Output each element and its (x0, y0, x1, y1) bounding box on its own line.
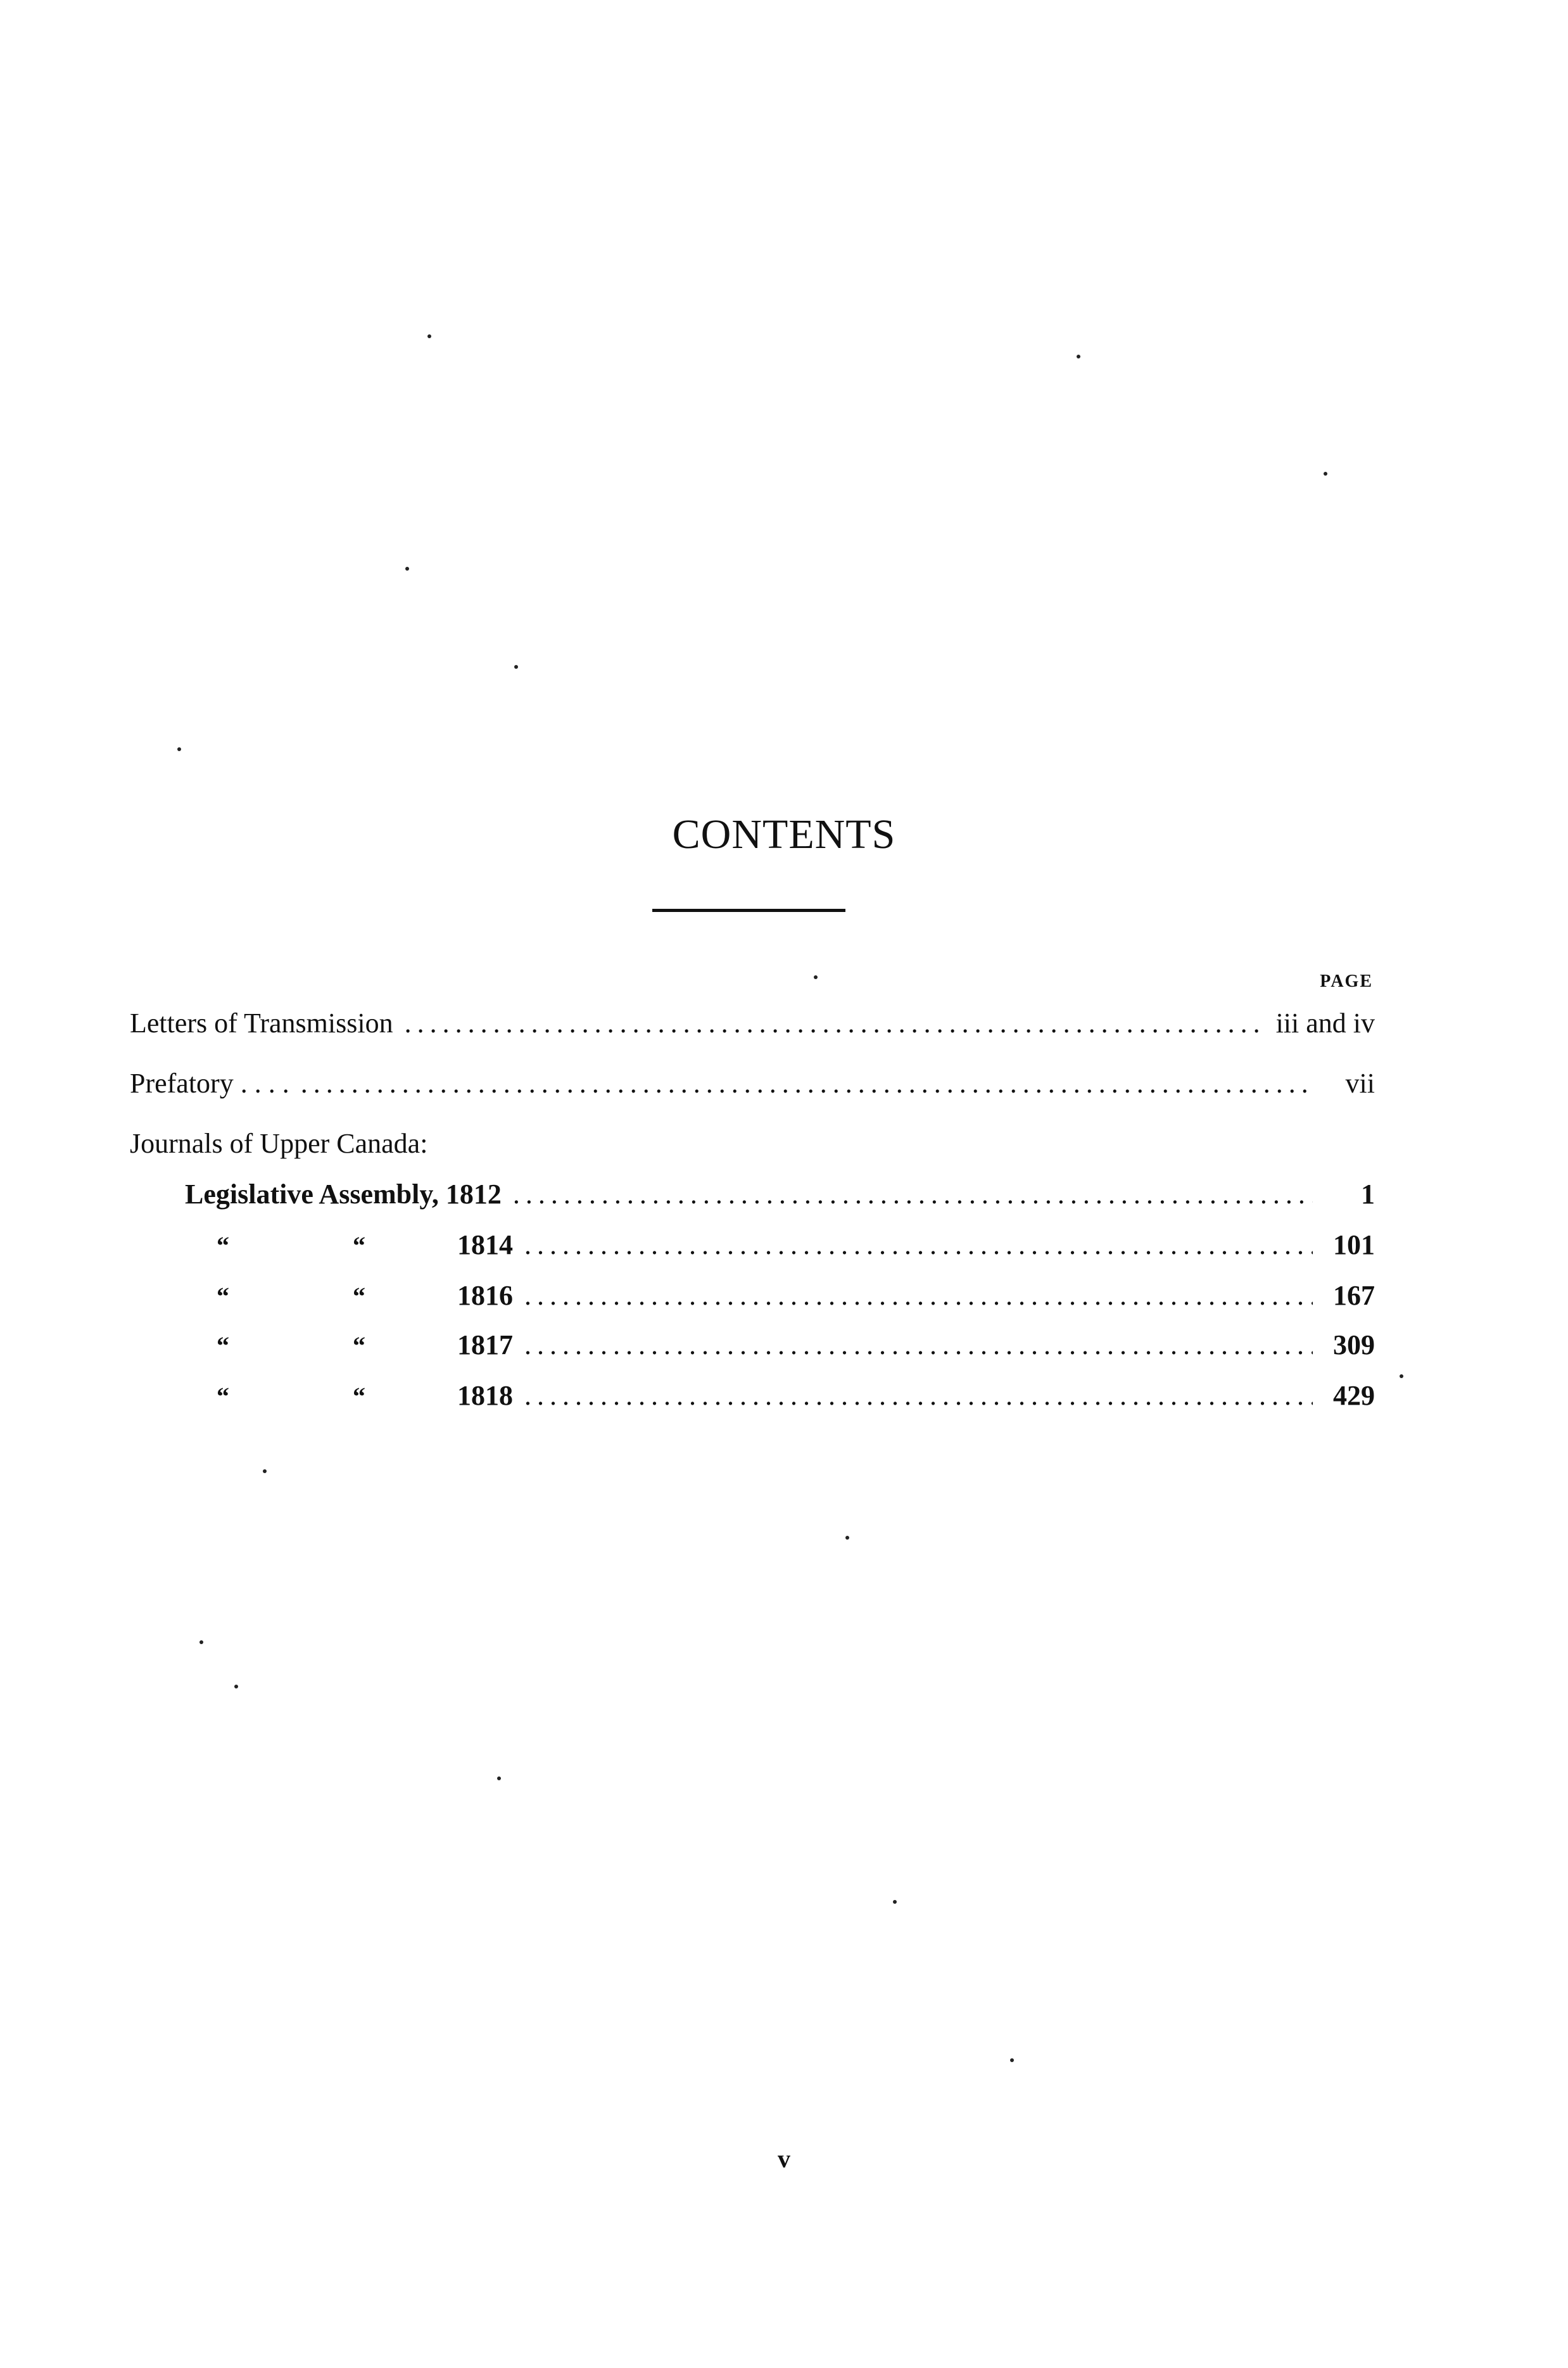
toc-entry-title: Letters of Transmission (130, 1008, 393, 1039)
ditto-mark: “ (217, 1382, 229, 1410)
toc-entry-prefatory (130, 1067, 1375, 1099)
dot-leader (524, 1229, 1313, 1261)
dot-leader (301, 1067, 1313, 1099)
scan-speck (893, 1900, 897, 1904)
toc-entry-page: 101 (1333, 1229, 1375, 1260)
toc-entry-year: 1816 (457, 1280, 513, 1311)
dot-leader (524, 1379, 1313, 1412)
scan-speck (497, 1776, 501, 1780)
toc-entry-page: vii (1345, 1068, 1375, 1099)
toc-entry-year: 1818 (457, 1380, 513, 1411)
scan-speck (1400, 1374, 1403, 1378)
scan-speck (405, 567, 409, 571)
toc-entry-page: 1 (1361, 1179, 1375, 1210)
toc-entry-page: iii and iv (1275, 1008, 1375, 1039)
toc-entry-assembly-1818 (185, 1379, 1375, 1412)
dot-leader (524, 1279, 1313, 1312)
scan-speck (514, 665, 518, 669)
toc-entry-letters (130, 1007, 1375, 1039)
scan-speck (814, 975, 818, 979)
dot-leader (513, 1178, 1313, 1210)
ditto-mark: “ (217, 1231, 229, 1260)
ditto-mark: “ (353, 1331, 365, 1360)
toc-entry-title: Prefatory . . . . (130, 1068, 289, 1099)
toc-entry-assembly-1814 (185, 1229, 1375, 1261)
scan-speck (845, 1536, 849, 1540)
ditto-mark: “ (217, 1331, 229, 1360)
scan-speck (177, 747, 181, 751)
page-column-header: PAGE (1320, 972, 1373, 991)
scan-speck (1077, 355, 1080, 358)
toc-entry-year: 1814 (457, 1229, 513, 1260)
scan-speck (427, 334, 431, 338)
group-heading: Journals of Upper Canada: (130, 1128, 428, 1159)
page-title: CONTENTS (672, 811, 896, 858)
dot-leader (524, 1329, 1313, 1361)
ditto-mark: “ (353, 1231, 365, 1260)
scan-speck (199, 1640, 203, 1644)
toc-entry-assembly-1816 (185, 1279, 1375, 1312)
ditto-mark: “ (217, 1282, 229, 1310)
scan-speck (1324, 472, 1327, 476)
title-rule (652, 909, 845, 912)
ditto-mark: “ (353, 1282, 365, 1310)
toc-entry-page: 309 (1333, 1329, 1375, 1360)
page-folio: v (778, 2144, 790, 2173)
scan-speck (263, 1469, 267, 1473)
toc-entry-title: Legislative Assembly, 1812 (185, 1179, 502, 1210)
toc-entry-assembly-1817 (185, 1329, 1375, 1361)
scan-speck (1010, 2058, 1014, 2062)
scan-speck (234, 1685, 238, 1688)
toc-entry-page: 429 (1333, 1380, 1375, 1411)
ditto-mark: “ (353, 1382, 365, 1410)
toc-entry-year: 1817 (457, 1329, 513, 1360)
toc-entry-assembly-1812 (185, 1178, 1375, 1210)
toc-entry-page: 167 (1333, 1280, 1375, 1311)
dot-leader (405, 1007, 1265, 1039)
